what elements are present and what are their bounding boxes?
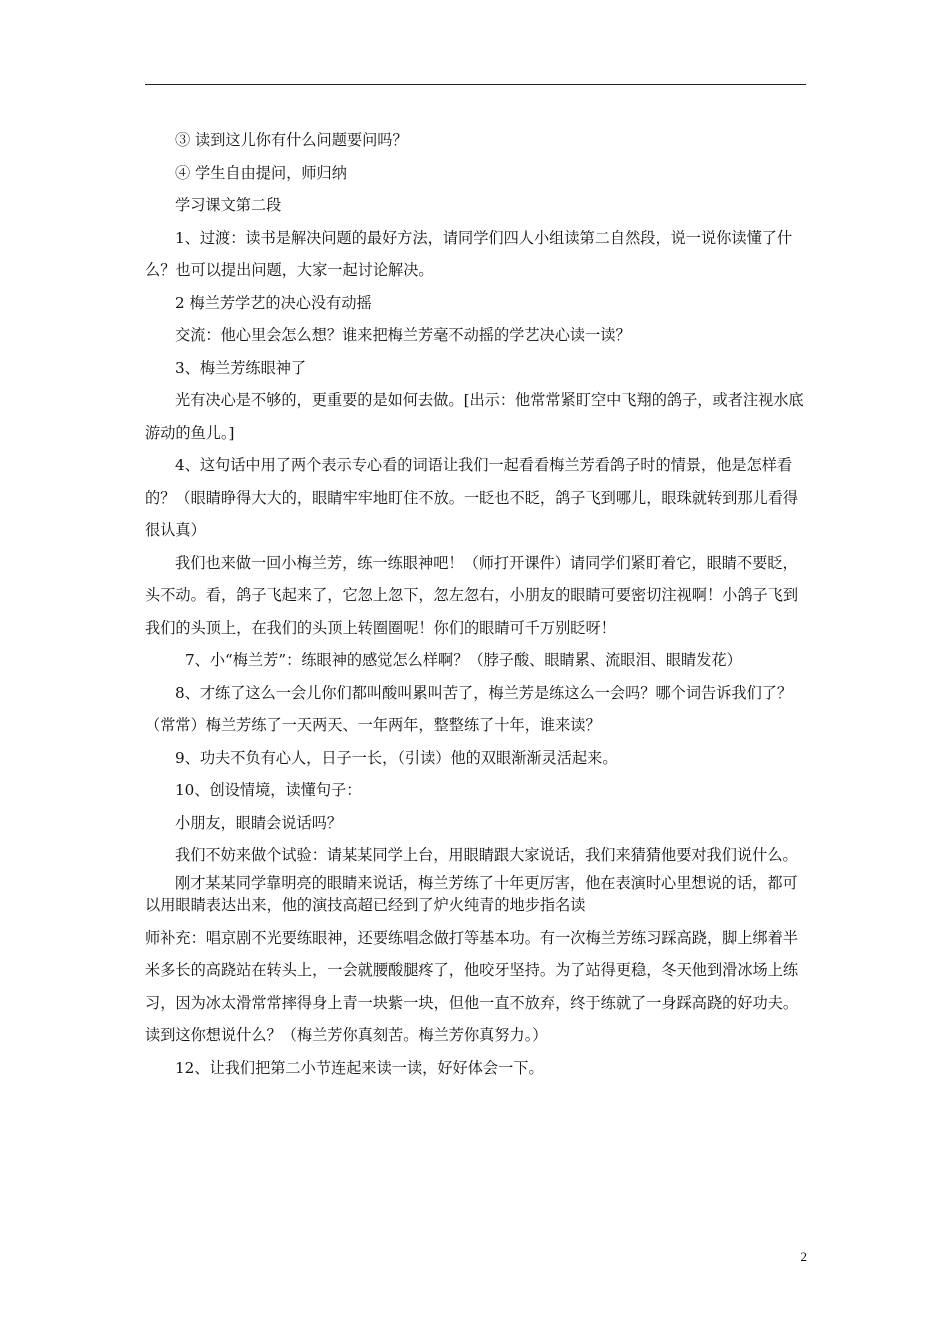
- paragraph-teacher-supplement: 师补充：唱京剧不光要练眼神，还要练唱念做打等基本功。有一次梅兰芳练习踩高跷，脚上绑着半米多长的高跷站在转头上，一会就腰酸腿疼了，他咬牙坚持。为了站得更稳，冬天他到滑冰场上练习，因为冰太滑常常摔得身上青一块紫一块，但他一直不放弃，终于练就了一身踩高跷的好功夫。读到这你想说什么？（梅兰芳你真刻苦。梅兰芳你真努力。）: [145, 928, 799, 1044]
- paragraph-hard-work: 9、功夫不负有心人，日子一长，（引读）他的双眼渐渐灵活起来。: [175, 748, 618, 767]
- paragraph-practice-eyes: 3、梅兰芳练眼神了: [175, 358, 307, 377]
- paragraph-student-questions: ④ 学生自由提问，师归纳: [175, 163, 347, 182]
- paragraph-resolve: 2 梅兰芳学艺的决心没有动摇: [175, 293, 372, 312]
- paragraph-question-prompt: ③ 读到这儿你有什么问题要问吗？: [175, 131, 408, 149]
- section-heading: 学习课文第二段: [175, 196, 282, 214]
- page-number: 2: [800, 1249, 807, 1264]
- paragraph-experiment: 我们不妨来做个试验：请某某同学上台，用眼睛跟大家说话，我们来猜猜他要对我们说什么。: [175, 846, 798, 864]
- paragraph-determination: 光有决心是不够的，更重要的是如何去做。[出示：他常常紧盯空中飞翔的鸽子，或者注视水底游动的鱼儿。]: [145, 391, 804, 442]
- paragraph-class-activity: 我们也来做一回小梅兰芳，练一练眼神吧！（师打开课件）请同学们紧盯着它，眼睛不要眨，头不动。看，鸽子飞起来了，它忽上忽下，忽左忽右，小朋友的眼睛可要密切注视啊！小鸽子飞到我们的头顶上，在我们的头顶上转圈圈呢！你们的眼睛可千万别眨呀！: [145, 553, 799, 637]
- paragraph-ten-years: 8、才练了这么一会儿你们都叫酸叫累叫苦了，梅兰芳是练这么一会吗？哪个词告诉我们了？（常常）梅兰芳练了一天两天、一年两年，整整练了十年，谁来读？: [145, 683, 793, 734]
- paragraph-exchange: 交流：他心里会怎么想？谁来把梅兰芳毫不动摇的学艺决心读一读？: [175, 326, 631, 344]
- paragraph-scenario: 10、创设情境，读懂句子：: [175, 781, 362, 799]
- paragraph-pigeon-gaze: 4、这句话中用了两个表示专心看的词语让我们一起看看梅兰芳看鸽子时的情景，他是怎样看的？（眼睛睁得大大的，眼睛牢牢地盯住不放。一眨也不眨，鸽子飞到哪儿，眼珠就转到那儿看得很认真）: [145, 456, 799, 539]
- paragraph-read-together: 12、让我们把第二小节连起来读一读，好好体会一下。: [175, 1058, 544, 1077]
- header-rule: [145, 84, 806, 85]
- paragraph-transition: 1、过渡：读书是解决问题的最好方法，请同学们四人小组读第二自然段，说一说你读懂了什么？也可以提出问题，大家一起讨论解决。: [145, 228, 793, 279]
- paragraph-bright-eyes: 刚才某某同学靠明亮的眼睛来说话，梅兰芳练了十年更厉害，他在表演时心里想说的话，都可以用眼睛表达出来，他的演技高超已经到了炉火纯青的地步指名读: [145, 873, 798, 914]
- paragraph-eyes-talk: 小朋友，眼睛会说话吗？: [175, 813, 343, 832]
- document-body: [145, 124, 808, 1084]
- paragraph-feeling: 7、小“梅兰芳”：练眼神的感觉怎么样啊？（脖子酸、眼睛累、流眼泪、眼睛发花）: [185, 651, 742, 669]
